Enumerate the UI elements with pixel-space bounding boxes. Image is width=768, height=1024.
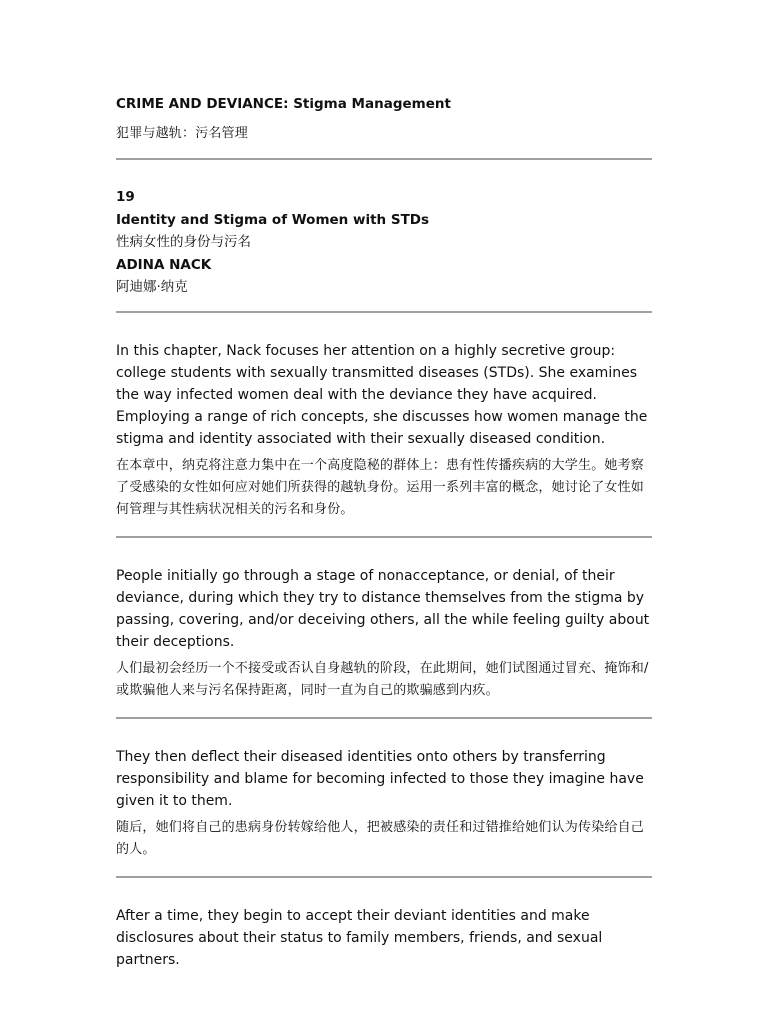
paragraph-cn: 人们最初会经历一个不接受或否认自身越轨的阶段，在此期间，她们试图通过冒充、掩饰和/或欺骗他人来与污名保持距离，同时一直为自己的欺骗感到内疚。 [116, 660, 649, 698]
chapter-title: Identity and Stigma of Women with STDs [116, 211, 430, 228]
chapter-author-cn: 阿迪娜·纳克 [116, 279, 188, 295]
paragraph-block [116, 878, 652, 971]
book-section-title: CRIME AND DEVIANCE: Stigma Management [116, 96, 451, 112]
paragraph-en: People initially go through a stage of nonacceptance, or denial, of their deviance, during which they try to distance themselves from the stigma by passing, covering, and/or deceiving others, all the while feeling guilty about their deceptions. [116, 567, 650, 650]
paragraph-en: They then deflect their diseased identities onto others by transferring responsibility and blame for becoming infected to those they imagine have given it to them. [116, 748, 644, 809]
chapter-title-cn: 性病女性的身份与污名 [116, 234, 251, 250]
chapter-heading [116, 160, 652, 299]
chapter-number: 19 [116, 189, 135, 205]
chapter-author: ADINA NACK [116, 256, 212, 273]
paragraph-cn: 随后，她们将自己的患病身份转嫁给他人，把被感染的责任和过错推给她们认为传染给自己的人。 [116, 819, 645, 857]
paragraph-cn: 在本章中，纳克将注意力集中在一个高度隐秘的群体上：患有性传播疾病的大学生。她考察了受感染的女性如何应对她们所获得的越轨身份。运用一系列丰富的概念，她讨论了女性如何管理与其性病状况相关的污名和身份。 [116, 457, 645, 517]
document-page [116, 94, 652, 971]
book-section-title-cn: 犯罪与越轨：污名管理 [116, 126, 249, 141]
paragraph-block [116, 719, 652, 876]
paragraph-block [116, 538, 652, 717]
paragraph-en: In this chapter, Nack focuses her attention on a highly secretive group: college students with sexually transmitted diseases (STDs). She examines the way infected women deal with the deviance they have acquired. Employing a range of rich concepts, she discusses how women manage the stigma and identity associated with their sexually diseased condition. [116, 342, 648, 447]
paragraph-block [116, 313, 652, 536]
paragraph-en: After a time, they begin to accept their deviant identities and make disclosures about their status to family members, friends, and sexual partners. [116, 907, 603, 968]
